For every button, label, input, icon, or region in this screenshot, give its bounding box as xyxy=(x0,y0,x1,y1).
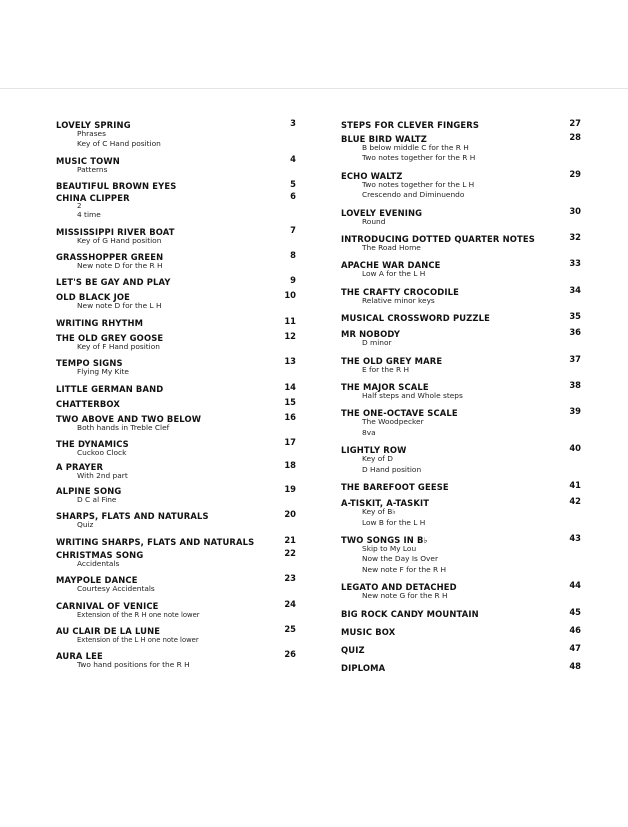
entry-title: LOVELY EVENING xyxy=(341,207,423,218)
entry-title: THE ONE-OCTAVE SCALE xyxy=(341,408,458,419)
entry-title: CHATTERBOX xyxy=(56,398,120,409)
contents-entry xyxy=(341,257,581,279)
contents-entry xyxy=(341,606,581,618)
entry-title: BIG ROCK CANDY MOUNTAIN xyxy=(341,608,479,619)
entry-title-row xyxy=(56,459,296,471)
entry-title-row xyxy=(56,190,296,202)
entry-title: QUIZ xyxy=(341,644,365,655)
entry-page-number: 38 xyxy=(569,380,581,391)
entry-title-row xyxy=(56,117,296,129)
contents-entry xyxy=(56,483,296,505)
entry-page-number: 47 xyxy=(569,642,581,653)
entry-title-row xyxy=(341,642,581,654)
entry-subtitle: 8va xyxy=(362,427,376,437)
entry-subtitle: New note D for the L H xyxy=(77,301,162,311)
entry-title: WRITING RHYTHM xyxy=(56,317,144,328)
entry-subtitle: Crescendo and Diminuendo xyxy=(362,190,465,200)
contents-entry xyxy=(56,547,296,569)
entry-page-number: 12 xyxy=(284,330,296,341)
entry-page-number: 27 xyxy=(569,118,581,128)
entry-page-number: 13 xyxy=(284,356,296,367)
entry-subtitle: B below middle C for the R H xyxy=(362,143,469,152)
contents-entry xyxy=(341,117,581,129)
entry-subtitle: Key of B♭ xyxy=(362,507,396,517)
entry-title-row xyxy=(341,606,581,618)
entry-title: ALPINE SONG xyxy=(56,485,122,496)
contents-entry xyxy=(56,117,296,150)
entry-subtitle: Accidentals xyxy=(77,558,120,568)
entry-page-number: 7 xyxy=(290,224,296,235)
entry-subtitle: Key of D xyxy=(362,454,393,464)
contents-entry xyxy=(341,495,581,528)
entry-subtitle: Extension of the L H one note lower xyxy=(77,635,199,644)
entry-page-number: 32 xyxy=(569,232,581,243)
entry-subtitle: New note D for the R H xyxy=(77,261,163,271)
entry-subtitle: Low B for the L H xyxy=(362,517,426,527)
contents-entry xyxy=(341,231,581,253)
contents-entry xyxy=(341,405,581,438)
entry-subtitle: Low A for the L H xyxy=(362,269,426,279)
entry-title-row xyxy=(341,205,581,217)
entry-title: LIGHTLY ROW xyxy=(341,445,407,456)
entry-page-number: 24 xyxy=(284,598,296,609)
entry-title: WRITING SHARPS, FLATS AND NATURALS xyxy=(56,536,255,547)
entry-page-number: 5 xyxy=(290,179,296,190)
entry-title-row xyxy=(341,131,581,143)
entry-title: A-TISKIT, A-TASKIT xyxy=(341,498,430,509)
entry-page-number: 44 xyxy=(569,580,581,591)
entry-title-row xyxy=(56,547,296,559)
entry-title: MAYPOLE DANCE xyxy=(56,575,138,586)
entry-subtitle: Round xyxy=(362,216,386,226)
entry-title-row xyxy=(56,153,296,165)
entry-title: TWO ABOVE AND TWO BELOW xyxy=(56,413,202,424)
contents-entry xyxy=(341,205,581,227)
entry-subtitle: New note F for the R H xyxy=(362,564,447,574)
entry-page-number: 37 xyxy=(569,353,581,364)
entry-page-number: 34 xyxy=(569,284,581,295)
entry-subtitle: The Road Home xyxy=(362,243,421,253)
entry-subtitle: Key of G Hand position xyxy=(77,235,162,245)
entry-subtitle: D C al Fine xyxy=(77,494,117,504)
contents-entry xyxy=(56,648,296,670)
entry-title-row xyxy=(341,405,581,417)
entry-title: CARNIVAL OF VENICE xyxy=(56,600,159,611)
entry-title-row xyxy=(56,178,296,190)
entry-title-row xyxy=(341,168,581,180)
entry-title-row xyxy=(56,289,296,301)
entry-title: THE OLD GREY MARE xyxy=(341,355,443,366)
contents-entry xyxy=(56,289,296,311)
entry-title-row xyxy=(341,284,581,296)
entry-page-number: 40 xyxy=(569,443,581,454)
entry-title: MUSICAL CROSSWORD PUZZLE xyxy=(341,313,490,324)
entry-title-row xyxy=(341,495,581,507)
entry-subtitle: Key of F Hand position xyxy=(77,341,160,351)
entry-title-row xyxy=(56,396,296,408)
contents-entry xyxy=(341,284,581,306)
entry-title: AU CLAIR DE LA LUNE xyxy=(56,625,161,636)
entry-page-number: 29 xyxy=(569,168,581,179)
entry-page-number: 36 xyxy=(569,327,581,338)
contents-entry xyxy=(341,326,581,348)
entry-title: BEAUTIFUL BROWN EYES xyxy=(56,181,177,192)
contents-entry xyxy=(56,274,296,286)
entry-subtitle: Key of C Hand position xyxy=(77,139,161,149)
entry-page-number: 16 xyxy=(284,411,296,422)
entry-title-row xyxy=(56,381,296,393)
entry-subtitle: Phrases xyxy=(77,129,106,138)
entry-title: STEPS FOR CLEVER FINGERS xyxy=(341,120,480,130)
contents-entry xyxy=(56,178,296,190)
entry-title: MUSIC TOWN xyxy=(56,155,120,166)
entry-title-row xyxy=(341,442,581,454)
contents-entry xyxy=(56,381,296,393)
contents-entry xyxy=(341,168,581,201)
entry-title-row xyxy=(341,310,581,322)
contents-column-left xyxy=(56,117,296,671)
contents-entry xyxy=(56,249,296,271)
entry-title: DIPLOMA xyxy=(341,662,386,673)
entry-page-number: 8 xyxy=(290,250,296,261)
entry-subtitle: Two notes together for the L H xyxy=(362,179,475,189)
entry-title-row xyxy=(341,660,581,672)
entry-page-number: 48 xyxy=(569,660,581,671)
contents-entry xyxy=(56,436,296,458)
entry-page-number: 42 xyxy=(569,496,581,507)
entry-title-row xyxy=(341,353,581,365)
entry-title-row xyxy=(56,355,296,367)
entry-title-row xyxy=(341,532,581,544)
entry-subtitle: D Hand position xyxy=(362,464,422,474)
entry-title-row xyxy=(56,598,296,610)
contents-entry xyxy=(341,131,581,164)
entry-title-row xyxy=(341,231,581,243)
contents-entry xyxy=(56,224,296,246)
contents-entry xyxy=(341,353,581,375)
entry-title: A PRAYER xyxy=(56,462,104,473)
entry-title: AURA LEE xyxy=(56,651,103,662)
entry-subtitle: Both hands in Treble Clef xyxy=(77,422,170,432)
contents-entry xyxy=(341,479,581,491)
contents-entry xyxy=(56,459,296,481)
entry-title-row xyxy=(56,224,296,236)
entry-page-number: 26 xyxy=(284,649,296,660)
entry-subtitle: Skip to My Lou xyxy=(362,543,417,553)
entry-title-row xyxy=(341,479,581,491)
entry-subtitle: 4 time xyxy=(77,210,101,220)
entry-page-number: 35 xyxy=(569,311,581,322)
entry-title: APACHE WAR DANCE xyxy=(341,260,441,271)
contents-entry xyxy=(56,396,296,408)
entry-page-number: 19 xyxy=(284,483,296,494)
contents-entry xyxy=(341,579,581,601)
entry-page-number: 10 xyxy=(284,290,296,301)
entry-page-number: 28 xyxy=(569,132,581,142)
entry-page-number: 23 xyxy=(284,573,296,584)
contents-entry xyxy=(341,310,581,322)
entry-subtitle: With 2nd part xyxy=(77,471,128,481)
contents-entry xyxy=(56,315,296,327)
entry-title: LITTLE GERMAN BAND xyxy=(56,383,164,394)
entry-page-number: 17 xyxy=(284,437,296,448)
contents-entry xyxy=(56,355,296,377)
entry-page-number: 4 xyxy=(290,153,296,164)
contents-entry xyxy=(341,642,581,654)
contents-entry xyxy=(341,442,581,475)
entry-page-number: 41 xyxy=(569,480,581,491)
contents-entry xyxy=(56,623,296,645)
entry-title-row xyxy=(56,330,296,342)
entry-title-row xyxy=(56,411,296,423)
contents-entry xyxy=(56,190,296,220)
entry-page-number: 39 xyxy=(569,406,581,417)
entry-page-number: 21 xyxy=(284,534,296,545)
entry-title: LET'S BE GAY AND PLAY xyxy=(56,277,171,288)
entry-page-number: 15 xyxy=(284,396,296,407)
entry-subtitle: Now the Day Is Over xyxy=(362,554,439,564)
entry-title: MISSISSIPPI RIVER BOAT xyxy=(56,226,175,237)
contents-entry xyxy=(341,660,581,672)
entry-title: SHARPS, FLATS AND NATURALS xyxy=(56,511,209,522)
entry-title-row xyxy=(56,508,296,520)
entry-title: CHINA CLIPPER xyxy=(56,193,130,204)
contents-entry xyxy=(56,572,296,594)
entry-title-row xyxy=(56,436,296,448)
entry-page-number: 18 xyxy=(284,460,296,471)
entry-title: INTRODUCING DOTTED QUARTER NOTES xyxy=(341,234,535,245)
contents-entry xyxy=(56,153,296,175)
entry-title: THE MAJOR SCALE xyxy=(341,382,429,393)
entry-subtitle: Patterns xyxy=(77,164,108,174)
entry-subtitle: New note G for the R H xyxy=(362,591,448,601)
entry-title: THE DYNAMICS xyxy=(56,439,129,450)
entry-page-number: 45 xyxy=(569,606,581,617)
entry-subtitle: Two hand positions for the R H xyxy=(77,660,190,670)
entry-subtitle: Two notes together for the R H xyxy=(362,153,476,163)
entry-subtitle: Relative minor keys xyxy=(362,295,435,305)
entry-title: LOVELY SPRING xyxy=(56,120,131,130)
entry-title-row xyxy=(56,572,296,584)
entry-title-row xyxy=(56,483,296,495)
entry-title-row xyxy=(341,624,581,636)
entry-page-number: 9 xyxy=(290,275,296,286)
entry-page-number: 11 xyxy=(284,315,296,326)
entry-title-row xyxy=(341,579,581,591)
entry-title-row xyxy=(56,249,296,261)
entry-title-row xyxy=(56,534,296,546)
entry-title-row xyxy=(341,326,581,338)
entry-title: MUSIC BOX xyxy=(341,626,396,637)
entry-title: THE BAREFOOT GEESE xyxy=(341,482,449,493)
entry-subtitle: D minor xyxy=(362,338,392,348)
entry-title-row xyxy=(56,623,296,635)
entry-page-number: 22 xyxy=(284,547,296,558)
entry-title: THE CRAFTY CROCODILE xyxy=(341,286,459,297)
entry-title-row xyxy=(56,648,296,660)
entry-page-number: 43 xyxy=(569,532,581,543)
entry-page-number: 14 xyxy=(284,381,296,392)
entry-subtitle: Half steps and Whole steps xyxy=(362,391,463,401)
entry-subtitle: The Woodpecker xyxy=(362,417,424,427)
entry-title-row xyxy=(56,315,296,327)
contents-column-right xyxy=(341,117,581,672)
entry-title: CHRISTMAS SONG xyxy=(56,549,144,560)
contents-entry xyxy=(56,508,296,530)
entry-page-number: 46 xyxy=(569,624,581,635)
entry-subtitle: Cuckoo Clock xyxy=(77,448,127,458)
entry-title: ECHO WALTZ xyxy=(341,170,403,181)
entry-title-row xyxy=(341,379,581,391)
entry-title-row xyxy=(341,117,581,129)
entry-page-number: 25 xyxy=(284,623,296,634)
contents-entry xyxy=(56,534,296,546)
entry-title: MR NOBODY xyxy=(341,329,401,340)
entry-subtitle: E for the R H xyxy=(362,364,410,374)
entry-subtitle: Courtesy Accidentals xyxy=(77,584,155,594)
entry-title: LEGATO AND DETACHED xyxy=(341,582,457,593)
entry-page-number: 30 xyxy=(569,205,581,216)
entry-title-row xyxy=(56,274,296,286)
entry-title-row xyxy=(341,257,581,269)
entry-subtitle: Quiz xyxy=(77,520,94,530)
entry-page-number: 6 xyxy=(290,191,296,202)
top-margin xyxy=(0,0,628,89)
entry-title: TEMPO SIGNS xyxy=(56,358,123,369)
contents-entry xyxy=(341,532,581,575)
entry-title: OLD BLACK JOE xyxy=(56,292,130,303)
entry-page-number: 20 xyxy=(284,509,296,520)
contents-entry xyxy=(56,598,296,620)
entry-subtitle: Extension of the R H one note lower xyxy=(77,610,200,619)
entry-title: GRASSHOPPER GREEN xyxy=(56,252,164,263)
entry-subtitle: Flying My Kite xyxy=(77,367,129,377)
contents-entry xyxy=(341,624,581,636)
contents-entry xyxy=(341,379,581,401)
entry-title: THE OLD GREY GOOSE xyxy=(56,332,164,343)
entry-subtitle: 2 xyxy=(77,202,82,211)
contents-entry xyxy=(56,411,296,433)
entry-title: TWO SONGS IN B♭ xyxy=(341,534,428,545)
entry-page-number: 33 xyxy=(569,258,581,269)
entry-title: BLUE BIRD WALTZ xyxy=(341,134,428,144)
entry-page-number: 3 xyxy=(290,118,296,128)
contents-entry xyxy=(56,330,296,352)
